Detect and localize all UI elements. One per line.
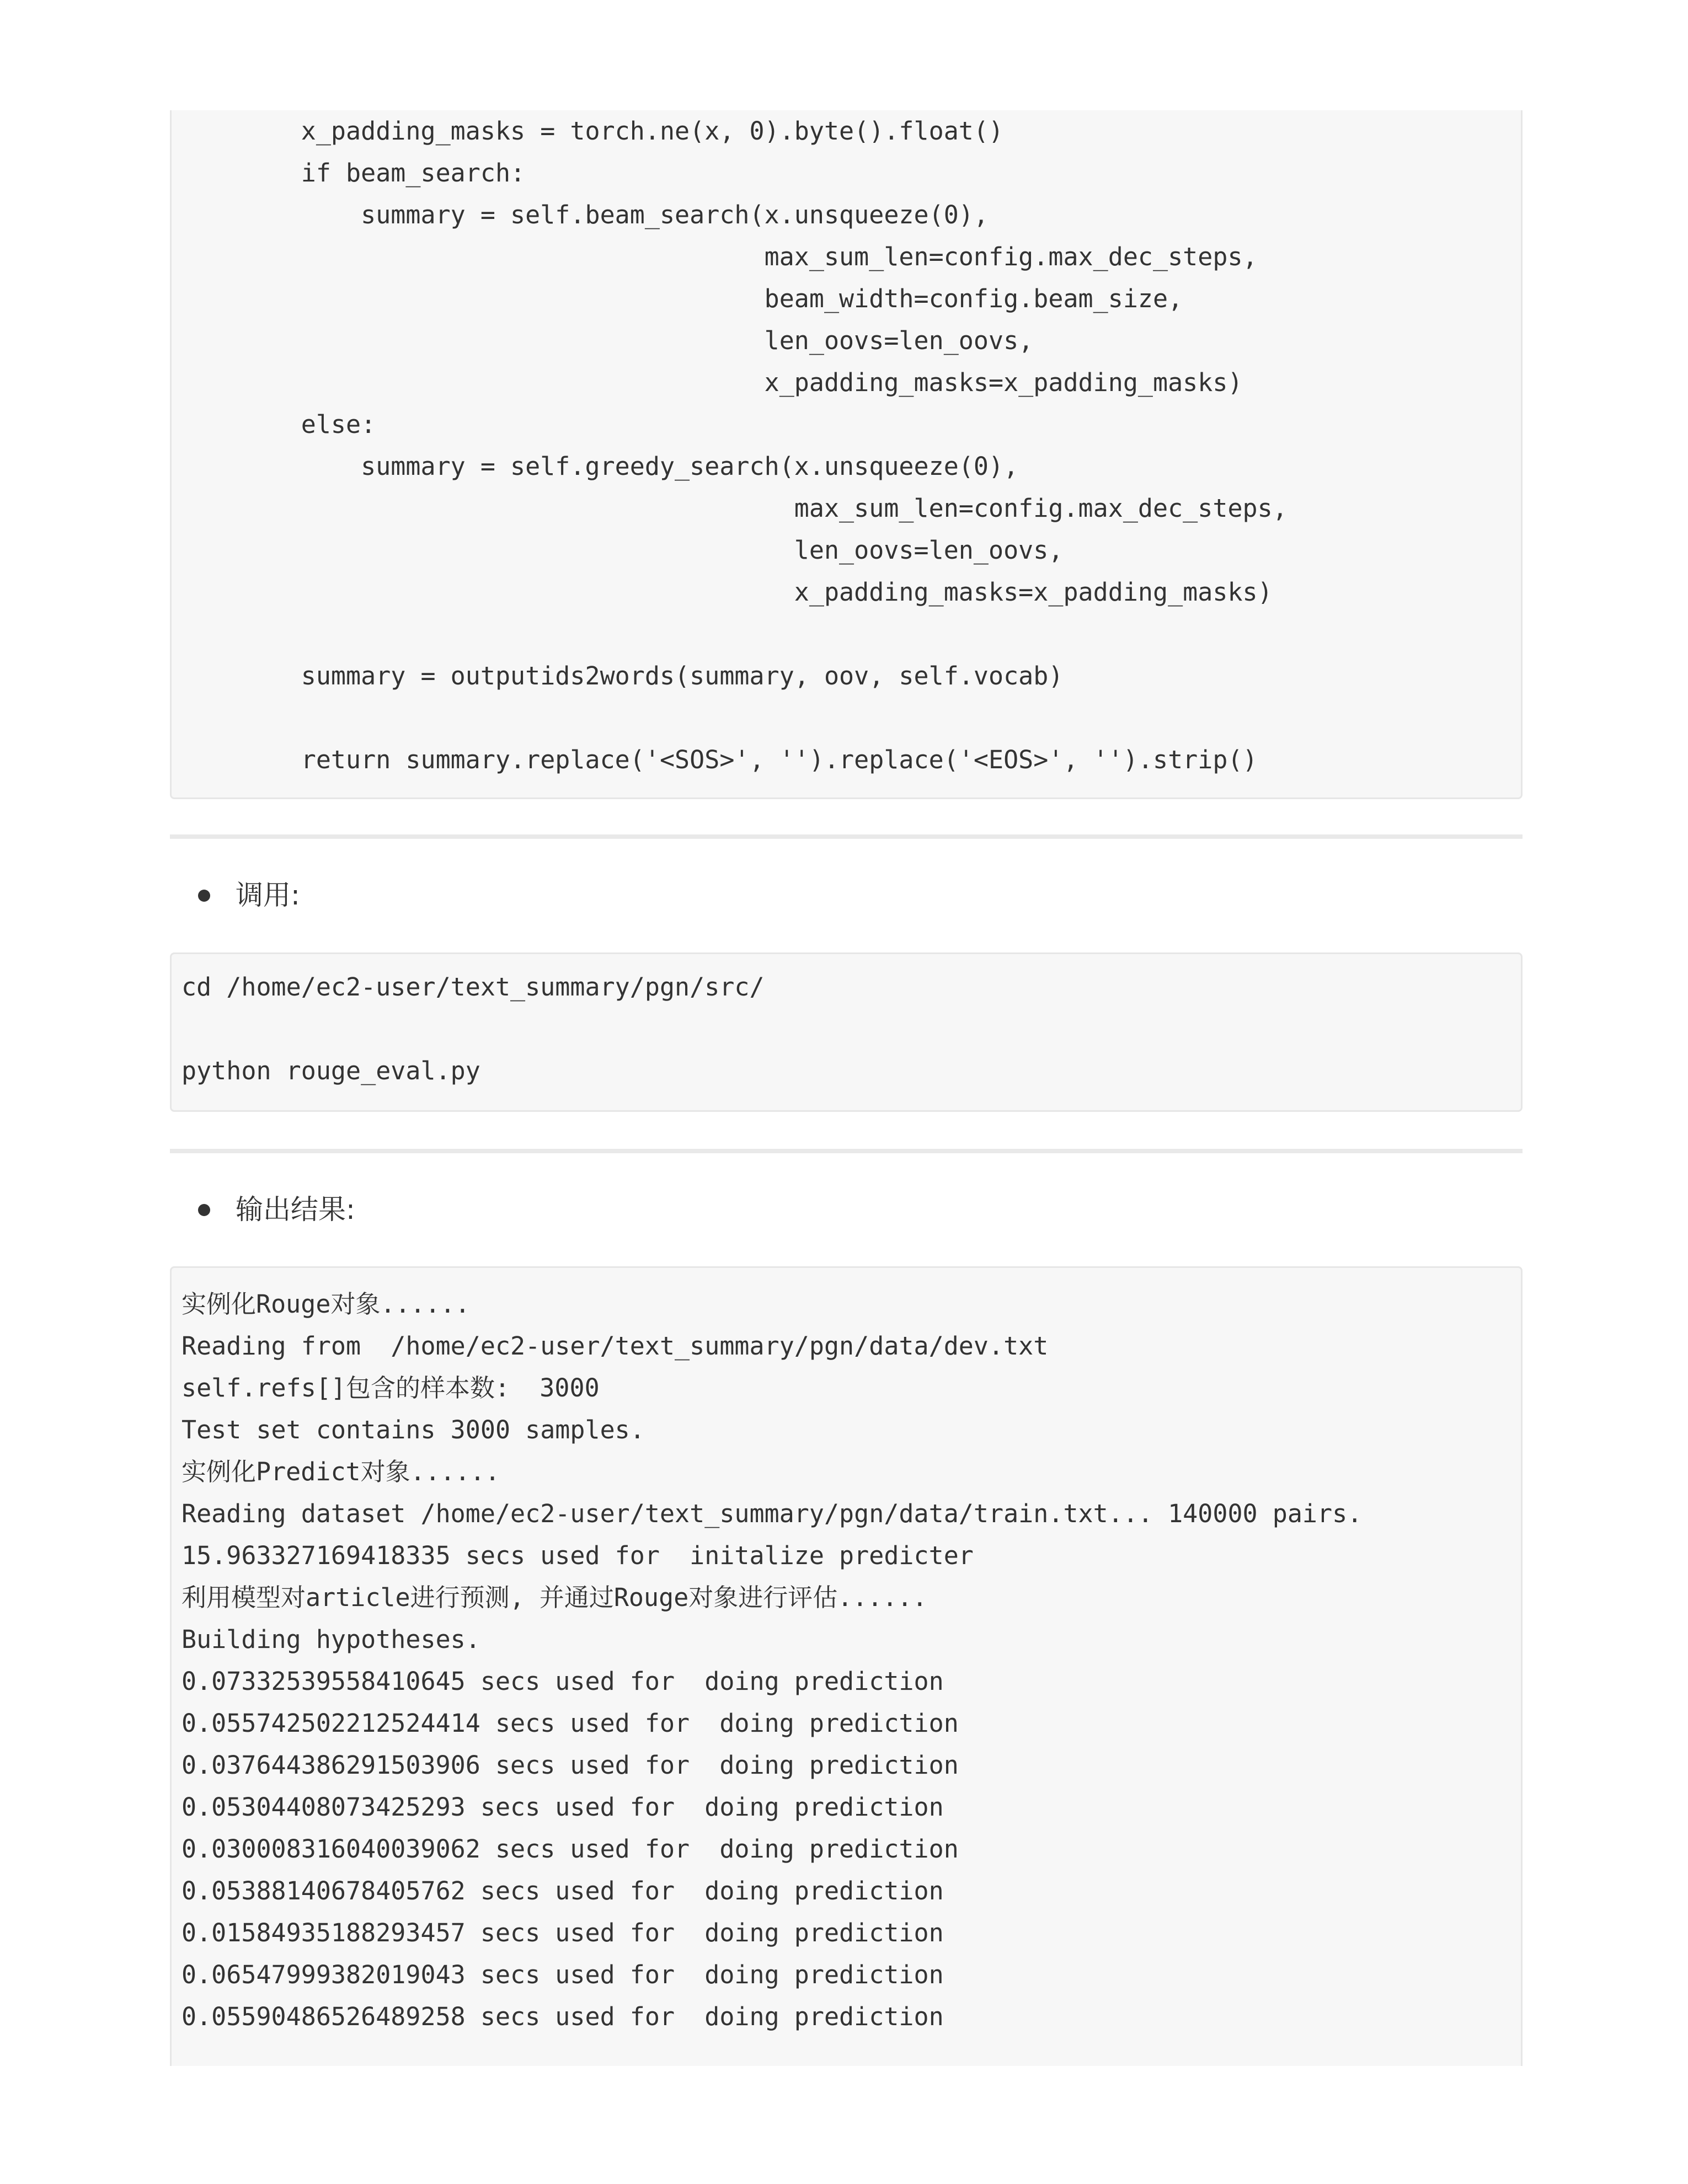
- output-line: 0.01584935188293457 secs used for doing prediction: [181, 1918, 944, 1947]
- code-block-command: [170, 952, 1523, 1112]
- bullet-label: 调用:: [236, 879, 300, 911]
- output-line: Reading from /home/ec2-user/text_summary/pgn/data/dev.txt: [181, 1331, 1049, 1361]
- output-line: self.refs[]包含的样本数: 3000: [181, 1373, 600, 1403]
- output-line: 实例化Rouge对象......: [181, 1289, 471, 1319]
- code-line: summary = self.greedy_search(x.unsqueeze(0),: [181, 452, 1019, 481]
- code-line: max_sum_len=config.max_dec_steps,: [181, 242, 1258, 271]
- code-line: cd /home/ec2-user/text_summary/pgn/src/: [181, 972, 765, 1002]
- output-line: 0.07332539558410645 secs used for doing prediction: [181, 1667, 944, 1696]
- code-line: python rouge_eval.py: [181, 1056, 480, 1085]
- bullet-dot-icon: [198, 1204, 210, 1216]
- code-line: max_sum_len=config.max_dec_steps,: [181, 494, 1288, 523]
- code-line: summary = self.beam_search(x.unsqueeze(0),: [181, 200, 989, 229]
- output-line: 0.030008316040039062 secs used for doing prediction: [181, 1834, 959, 1864]
- output-line: 0.05590486526489258 secs used for doing prediction: [181, 2002, 944, 2031]
- code-block-predict: [170, 110, 1523, 799]
- code-line: x_padding_masks = torch.ne(x, 0).byte().float(): [181, 116, 1004, 146]
- code-line: x_padding_masks=x_padding_masks): [181, 577, 1273, 607]
- code-line: return summary.replace('<SOS>', '').replace('<EOS>', '').strip(): [181, 745, 1258, 774]
- bullet-label: 输出结果:: [236, 1193, 355, 1225]
- code-block-output: [170, 1266, 1523, 2066]
- output-line: 0.05304408073425293 secs used for doing prediction: [181, 1792, 944, 1822]
- section-divider: [170, 1149, 1523, 1153]
- code-line: len_oovs=len_oovs,: [181, 326, 1034, 355]
- code-line: else:: [181, 410, 376, 439]
- code-line: beam_width=config.beam_size,: [181, 284, 1183, 313]
- output-line: 利用模型对article进行预测, 并通过Rouge对象进行评估......: [181, 1583, 927, 1612]
- output-line: Building hypotheses.: [181, 1625, 480, 1654]
- output-line: 0.06547999382019043 secs used for doing prediction: [181, 1960, 944, 1989]
- code-line: if beam_search:: [181, 158, 526, 188]
- code-line: len_oovs=len_oovs,: [181, 536, 1064, 565]
- output-line: Test set contains 3000 samples.: [181, 1415, 645, 1444]
- output-line: Reading dataset /home/ec2-user/text_summary/pgn/data/train.txt... 140000 pairs.: [181, 1499, 1363, 1528]
- output-line: 实例化Predict对象......: [181, 1457, 500, 1486]
- output-line: 15.963327169418335 secs used for initalize predicter: [181, 1541, 974, 1570]
- code-line: x_padding_masks=x_padding_masks): [181, 368, 1243, 397]
- code-line: summary = outputids2words(summary, oov, self.vocab): [181, 661, 1064, 690]
- output-line: 0.037644386291503906 secs used for doing prediction: [181, 1751, 959, 1780]
- output-line: 0.05388140678405762 secs used for doing prediction: [181, 1876, 944, 1905]
- section-divider: [170, 834, 1523, 839]
- bullet-dot-icon: [198, 890, 210, 902]
- output-line: 0.055742502212524414 secs used for doing prediction: [181, 1709, 959, 1738]
